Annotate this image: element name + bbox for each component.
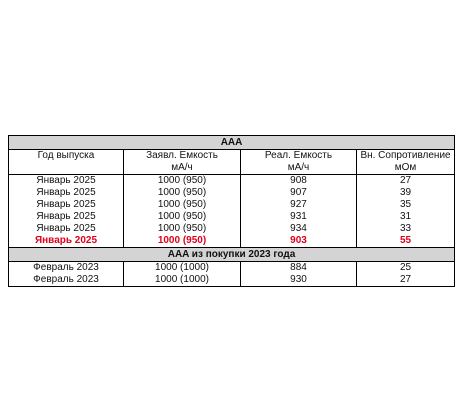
cell-year: Январь 2025 [9,235,124,248]
cell-declared: 1000 (950) [124,199,241,211]
cell-real: 930 [241,274,357,287]
header-year-label: Год выпуска [37,150,95,161]
header-real-capacity [241,150,357,175]
cell-declared: 1000 (950) [124,235,241,248]
cell-resistance: 55 [357,235,455,248]
table-row [9,223,455,235]
column-header-row [9,150,455,175]
cell-real: 903 [241,235,357,248]
cell-year: Январь 2025 [9,199,124,211]
table-row-highlighted [9,235,455,248]
cell-resistance: 25 [357,262,455,275]
cell-declared: 1000 (950) [124,223,241,235]
section-title: AAA [9,136,455,150]
header-declared-label: Заявл. Емкость [146,150,218,161]
table-row [9,211,455,223]
cell-real: 884 [241,262,357,275]
header-internal-resistance [357,150,455,175]
cell-real: 907 [241,187,357,199]
section-title: AAA из покупки 2023 года [9,248,455,262]
header-real-unit: мА/ч [287,162,310,173]
header-year [9,150,124,175]
cell-declared: 1000 (1000) [124,274,241,287]
cell-year: Февраль 2023 [9,274,124,287]
cell-real: 908 [241,175,357,188]
cell-resistance: 31 [357,211,455,223]
header-real-label: Реал. Емкость [264,150,333,161]
cell-real: 931 [241,211,357,223]
cell-resistance: 27 [357,175,455,188]
cell-declared: 1000 (950) [124,175,241,188]
cell-year: Январь 2025 [9,211,124,223]
table-row [9,199,455,211]
cell-declared: 1000 (950) [124,211,241,223]
table-row [9,187,455,199]
header-declared-capacity [124,150,241,175]
header-resistance-unit: мОм [394,162,417,173]
table-row [9,262,455,275]
section-header-aaa [9,136,455,150]
header-resistance-label: Вн. Сопротивление [360,150,451,161]
table-row [9,274,455,287]
cell-real: 934 [241,223,357,235]
header-declared-unit: мА/ч [171,162,193,173]
battery-table [8,135,455,287]
cell-real: 927 [241,199,357,211]
cell-resistance: 33 [357,223,455,235]
cell-resistance: 39 [357,187,455,199]
cell-declared: 1000 (950) [124,187,241,199]
cell-resistance: 35 [357,199,455,211]
cell-year: Февраль 2023 [9,262,124,275]
cell-declared: 1000 (1000) [124,262,241,275]
table-row [9,175,455,188]
cell-year: Январь 2025 [9,223,124,235]
cell-year: Январь 2025 [9,187,124,199]
section-header-aaa-2023 [9,248,455,262]
cell-resistance: 27 [357,274,455,287]
cell-year: Январь 2025 [9,175,124,188]
